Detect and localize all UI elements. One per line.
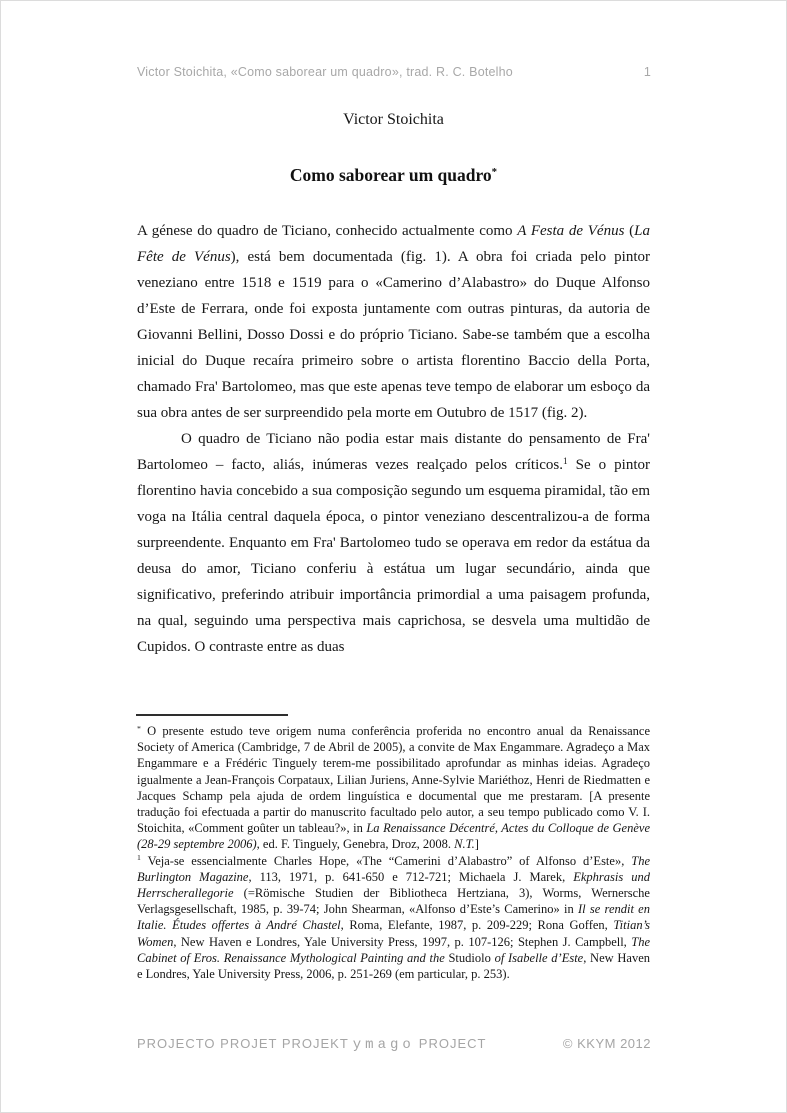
body-paragraph [137,218,650,426]
text-run: , ed. F. Tinguely, Genebra, Droz, 2008. [256,837,455,852]
body-paragraph [137,426,650,660]
footer-project-words: PROJECTO PROJET PROJEKT [137,1036,349,1051]
document-title [137,165,650,186]
text-run: La Renaissance Décentré, Actes du Colloque de Genève (28-29 septembre 2006) [137,821,650,852]
text-run: , 113, 1971, p. 641-650 e 712-721; Michaela J. Marek, [248,869,574,884]
running-header [137,65,651,79]
text-run: Studiolo [444,950,495,965]
text-run: , Roma, Elefante, 1987, p. 209-229; Rona Goffen, [340,918,614,933]
footer-project-word-en: PROJECT [418,1036,487,1051]
text-run: Se o pintor florentino havia concebido a sua composição segundo um esquema piramidal, tão em voga na Itália central daquela época, o pintor veneziano descentralizou-a de forma surpreendente. Enquanto em Fra' Bartolomeo tudo se operava em redor da estátua da deusa do amor, Ticiano conferiu à estátua um lugar secundário, ainda que significativo, preferindo atribuir importância primordial a uma paisagem profunda, na qual, seguindo uma perspectiva mais caprichosa, se desvela uma multidão de Cupidos. O contraste entre as duas [137,457,650,655]
running-header-title: Victor Stoichita, «Como saborear um quadro», trad. R. C. Botelho [137,65,513,79]
text-run: Titian’s Women [137,918,650,949]
ymago-logo: ymago [352,1037,415,1053]
text-run: Veja-se essencialmente Charles Hope, «The “Camerini d’Alabastro” of Alfonso d’Este», [140,853,632,868]
text-run: , New Haven e Londres, Yale University Press, 1997, p. 107-126; Stephen J. Campbell, [173,934,632,949]
text-run: ( [624,223,635,239]
page-number: 1 [643,65,651,79]
text-run: , New Haven e Londres, Yale University Press, 2006, p. 251-269 (em particular, p. 253). [137,950,650,982]
text-run: (=Römische Studien der Bibliotheca Hertziana, 3), Worms, Wernersche Verlagsgesellschaft, 1985, p. 39-74; John Shearman, «Alfonso d’Este’s Camerino» in [137,886,650,917]
author-name: Victor Stoichita [343,111,444,128]
copyright-notice: © KKYM 2012 [562,1036,651,1051]
text-run: of Isabelle d’Este [494,950,584,965]
text-run: The Cabinet of Eros. Renaissance Mythological Painting and the [137,934,650,965]
text-run: O quadro de Ticiano não podia estar mais distante do pensamento de Fra' Bartolomeo – facto, aliás, inúmeras vezes realçado pelos críticos. [137,431,650,473]
body-text [137,218,650,660]
title-footnote-marker: * [491,166,498,179]
text-run: ] [474,837,479,852]
text-run: The Burlington Magazine [137,853,650,884]
text-run: Il se rendit en Italie. Études offertes à André Chastel [137,902,650,933]
running-footer [137,1036,651,1053]
footnote-separator-rule [136,714,288,716]
text-run: 1 [137,853,141,863]
footnotes-block [137,723,650,982]
text-run: * [137,723,141,733]
text-run: A Festa de Vénus [517,223,625,239]
text-run: ), está bem documentada (fig. 1). A obra foi criada pelo pintor veneziano entre 1518 e 1519 para o «Camerino d’Alabastro» do Duque Alfonso d’Este de Ferrara, onde foi exposta juntamente com outras pinturas, da autoria de Giovanni Bellini, Dosso Dossi e do próprio Ticiano. Sabe-se também que a escolha inicial do Duque recaíra primeiro sobre o artista florentino Baccio della Porta, chamado Fra' Bartolomeo, mas que este apenas teve tempo de elaborar um esboço da sua obra antes de ser surpreendido pela morte em Outubro de 1517 (fig. 2). [137,249,650,421]
text-run: 1 [562,456,568,467]
text-run: A génese do quadro de Ticiano, conhecido actualmente como [137,223,518,239]
text-run: O presente estudo teve origem numa conferência proferida no encontro anual da Renaissance Society of America (Cambridge, 7 de Abril de 2005), a convite de Max Engammare. Agradeço a Max Engammare e a Frédéric Tinguely terem-me possibilitado aprofundar as minhas ideias. Agradeço igualmente a Jean-François Corpataux, Lilian Juriens, Anne-Sylvie Mariéthoz, Henri de Riedmatten e Jacques Schamp pela ajuda de ordem linguística e documental que me prestaram. [A presente tradução foi efectuada a partir do manuscrito facultado pelo autor, a seu tempo publicado como V. I. Stoichita, «Comment goûter un tableau?», in [137,724,650,836]
text-run: N.T. [454,837,475,852]
footnote-asterisk [137,723,650,853]
footnote-1 [137,853,650,983]
text-run: La Fête de Vénus [137,223,650,265]
footer-project-line [137,1036,486,1053]
document-title-text: Como saborear um quadro [289,165,492,185]
text-run: Ekphrasis und Herrscherallegorie [137,869,651,901]
